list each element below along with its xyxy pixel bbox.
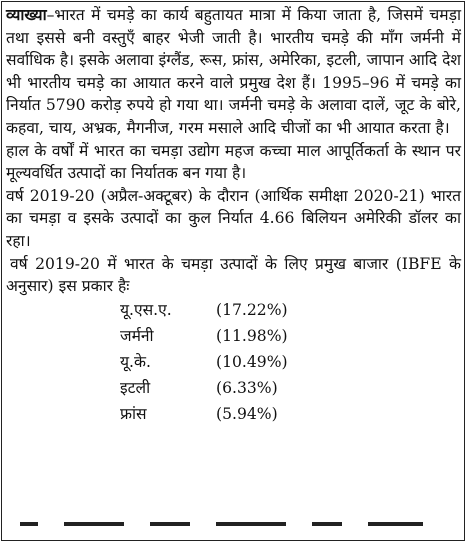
market-country: फ्रांस (120, 405, 147, 424)
market-share: (10.49%) (216, 353, 288, 372)
market-country: यू.एस.ए. (120, 301, 172, 320)
paragraph-exports: वर्ष 2019-20 (अप्रैल-अक्टूबर) के दौरान (आर्थिक समीक्षा 2020-21) भारत का चमड़ा व इसके उत्पादों का कुल निर्यात 4.66 बिलियन अमेरिकी डॉलर का रहा। (6, 186, 461, 250)
list-item (6, 350, 461, 376)
paragraph-industry: हाल के वर्षों में भारत का चमड़ा उद्योग महज कच्चा माल आपूर्तिकर्ता के स्थान पर मूल्यवर्धित उत्पादों का निर्यातक बन गया है। (6, 141, 461, 183)
list-item (6, 298, 461, 324)
market-country: जर्मनी (120, 327, 154, 346)
paragraph-intro-text: –भारत में चमड़े का कार्य बहुतायत मात्रा में किया जाता है, जिसमें चमड़ा तथा इससे बनी वस्तुएँ बाहर भेजी जाती है। भारतीय चमड़े की माँग जर्मनी में सर्वाधिक है। इसके अलावा इंग्लैंड, रूस, फ्रांस, अमेरिका, इटली, जापान आदि देश भी भारतीय चमड़े का आयात करने वाले प्रमुख देश हैं। 1995–96 में चमड़े का निर्यात 5790 करोड़ रुपये हो गया था। जर्मनी चमड़े के अलावा दालें, जूट के बोरे, कहवा, चाय, अभ्रक, मैगनीज, गरम मसाले आदि चीजों का भी आयात करता है। (6, 6, 461, 137)
list-item (6, 402, 461, 428)
market-country: इटली (120, 379, 151, 398)
cut-off-text-fragment (20, 522, 450, 532)
explanation-label: व्याख्या (6, 5, 47, 24)
markets-list (6, 298, 461, 428)
paragraph-markets-intro: वर्ष 2019-20 में भारत के चमड़ा उत्पादों के लिए प्रमुख बाजार (IBFE के अनुसार) इस प्रकार हैः (6, 254, 461, 296)
market-share: (6.33%) (216, 379, 278, 398)
paragraph-intro (6, 4, 461, 140)
list-item (6, 324, 461, 350)
market-share: (5.94%) (216, 405, 278, 424)
document-body (6, 4, 461, 428)
market-share: (17.22%) (216, 301, 288, 320)
market-country: यू.के. (120, 353, 151, 372)
market-share: (11.98%) (216, 327, 288, 346)
list-item (6, 376, 461, 402)
